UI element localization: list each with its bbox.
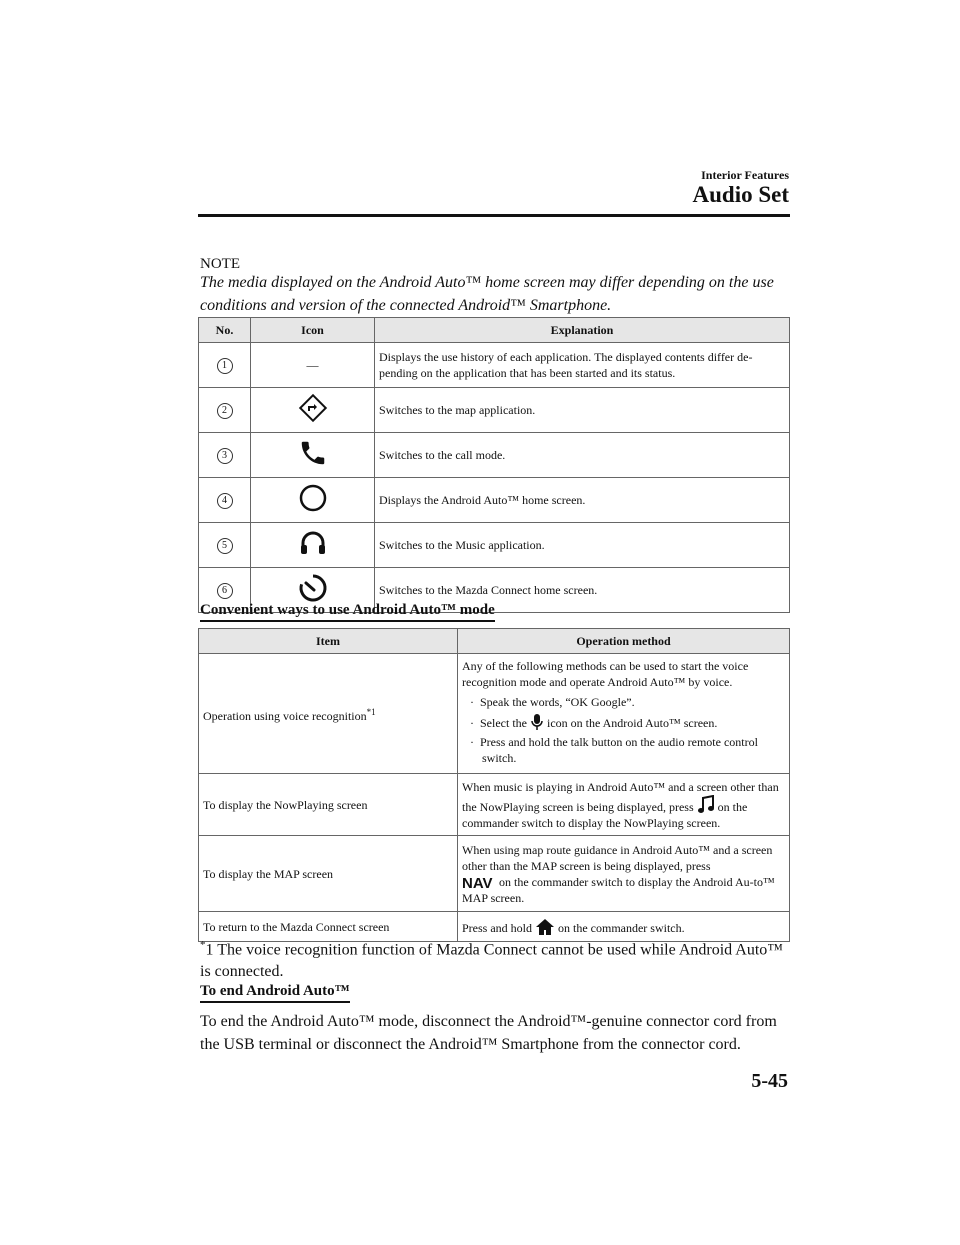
- table-row: [199, 523, 790, 568]
- table-row: [199, 388, 790, 433]
- list-item: · Select the icon on the Android Auto™ screen.: [462, 713, 785, 731]
- section-label: Interior Features: [701, 168, 789, 182]
- operation-table-header: [199, 629, 790, 654]
- row-item: To display the NowPlaying screen: [199, 774, 458, 836]
- note-text: The media displayed on the Android Auto™ home screen may differ depending on the use conditions and version of the connected Android™ Smartphone.: [200, 274, 774, 314]
- row-explanation: Switches to the Music application.: [375, 523, 790, 568]
- convenient-ways-heading: Convenient ways to use Android Auto™ mode: [200, 602, 495, 622]
- page-number: 5-45: [751, 1070, 788, 1092]
- home-circle-icon: [297, 482, 329, 514]
- note-label: NOTE: [200, 256, 240, 272]
- row-item: To return to the Mazda Connect screen: [199, 912, 458, 942]
- footnote: [200, 934, 790, 983]
- icon-table: [198, 317, 790, 613]
- table-row: [199, 774, 790, 836]
- row-explanation: Switches to the Mazda Connect home screen.: [375, 568, 790, 613]
- row-explanation: Displays the Android Auto™ home screen.: [375, 478, 790, 523]
- row-method: When music is playing in Android Auto™ and a screen other than the NowPlaying screen is being displayed, press on the commander switch to display the NowPlaying screen.: [458, 774, 790, 836]
- row-number: 2: [217, 403, 233, 419]
- row-number: 6: [217, 583, 233, 599]
- headphones-icon: [297, 527, 329, 559]
- list-item: · Speak the words, “OK Google”.: [470, 695, 635, 709]
- table-row: [199, 836, 790, 912]
- header-rule: [198, 214, 790, 217]
- map-navigation-icon: [297, 392, 329, 424]
- row-method: When using map route guidance in Android Auto™ and a screen other than the MAP screen is being displayed, press NAV on the commander switch to display the Android Au-to™ MAP screen.: [458, 836, 790, 912]
- header-no: No.: [199, 318, 251, 343]
- end-android-auto-heading: To end Android Auto™: [200, 983, 350, 1003]
- header-operation-method: Operation method: [458, 629, 790, 654]
- svg-text:NAV: NAV: [462, 874, 493, 890]
- header-icon: Icon: [251, 318, 375, 343]
- row-item: To display the MAP screen: [199, 836, 458, 912]
- header-item: Item: [199, 629, 458, 654]
- icon-table-header: [199, 318, 790, 343]
- row-method: Press and hold on the commander switch.: [458, 912, 790, 942]
- table-row: [199, 654, 790, 774]
- page-title: Audio Set: [692, 182, 789, 207]
- end-android-auto-text: To end the Android Auto™ mode, disconnect the Android™-genuine connector cord from the USB terminal or disconnect the Android™ Smartphone from the connector cord.: [200, 1013, 777, 1053]
- home-icon: [535, 918, 555, 936]
- row-item: Operation using voice recognition: [203, 708, 367, 723]
- footnote-text: 1 The voice recognition function of Mazda Connect cannot be used while Android Auto™ is connected.: [200, 941, 783, 981]
- table-row: [199, 343, 790, 388]
- operation-table: [198, 628, 790, 942]
- row-number: 3: [217, 448, 233, 464]
- row-explanation: Switches to the map application.: [375, 388, 790, 433]
- dash-placeholder: —: [251, 343, 375, 388]
- row-number: 5: [217, 538, 233, 554]
- microphone-icon: [530, 713, 544, 731]
- row-number: 1: [217, 358, 233, 374]
- footnote-mark: *: [200, 939, 206, 951]
- header-explanation: Explanation: [375, 318, 790, 343]
- nav-icon: [462, 874, 496, 890]
- table-row: [199, 478, 790, 523]
- music-note-icon: [697, 795, 715, 815]
- gauge-icon: [297, 572, 329, 604]
- footnote-ref: *1: [366, 706, 376, 717]
- method-intro: Any of the following methods can be used to start the voice recognition mode and operate Android Auto™ by voice.: [462, 659, 749, 689]
- row-explanation: Displays the use history of each application. The displayed contents differ de-pending on the application that has been started and its status.: [375, 343, 790, 388]
- table-row: [199, 433, 790, 478]
- phone-icon: [298, 438, 328, 468]
- row-number: 4: [217, 493, 233, 509]
- row-explanation: Switches to the call mode.: [375, 433, 790, 478]
- list-item: · Press and hold the talk button on the audio remote control switch.: [470, 735, 758, 765]
